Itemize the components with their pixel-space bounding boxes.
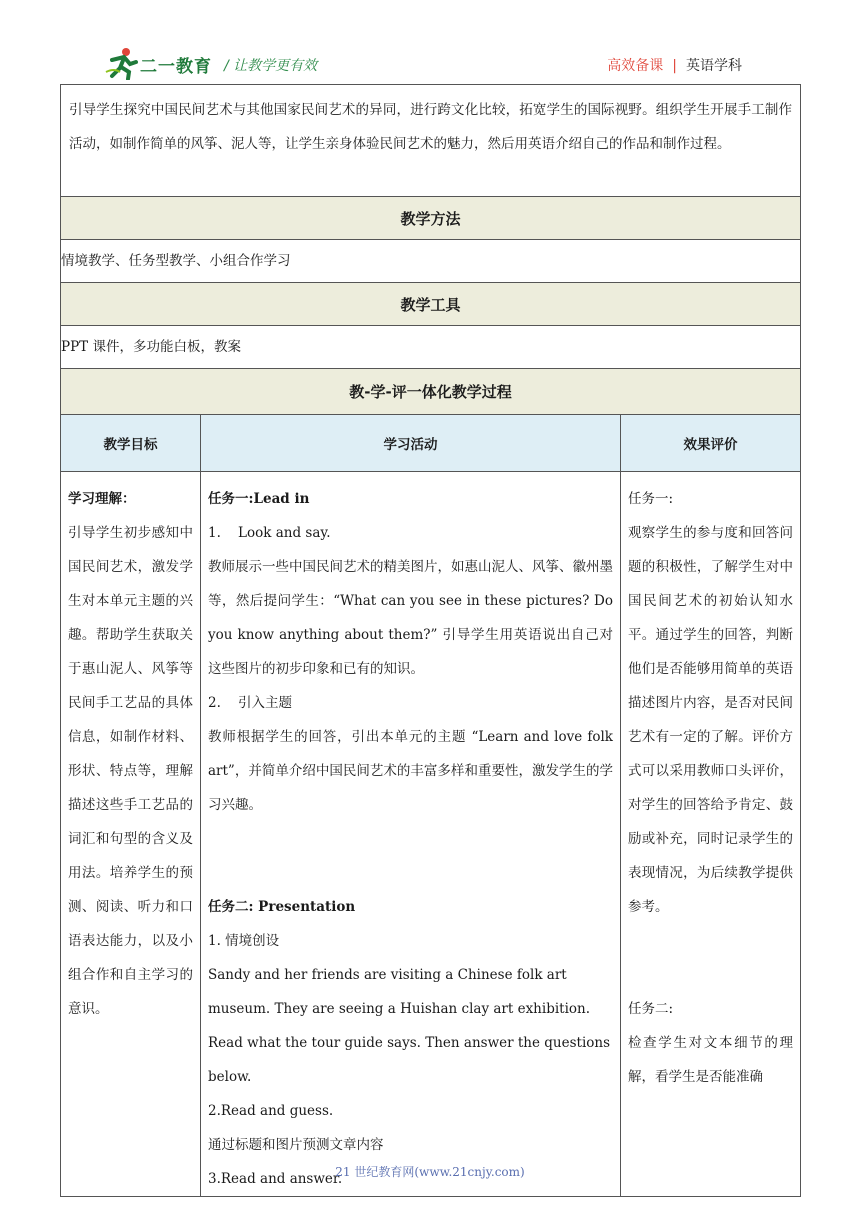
task2-description-2: 通过标题和图片预测文章内容 xyxy=(208,1137,384,1153)
goal-cell xyxy=(61,472,201,1197)
runner-icon xyxy=(104,46,140,80)
task2-step3: 3.Read and answer. xyxy=(208,1171,343,1187)
spacer xyxy=(628,924,793,992)
column-header-goal: 教学目标 xyxy=(61,415,201,472)
column-header-evaluation: 效果评价 xyxy=(621,415,801,472)
tools-content: PPT 课件，多功能白板，教案 xyxy=(61,326,801,369)
subject-tag xyxy=(607,55,742,75)
goal-body: 引导学生初步感知中国民间艺术，激发学生对本单元主题的兴趣。帮助学生获取关于惠山泥人、风筝等民间手工艺品的具体信息，如制作材料、形状、特点等，理解描述这些手工艺品的词汇和句型的含义及用法。培养学生的预测、阅读、听力和口语表达能力，以及小组合作和自主学习的意识。 xyxy=(68,525,193,1017)
intro-paragraph: 引导学生探究中国民间艺术与其他国家民间艺术的异同，进行跨文化比较，拓宽学生的国际视野。组织学生开展手工制作活动，如制作简单的风筝、泥人等，让学生亲身体验民间艺术的魅力，然后用英语介绍自己的作品和制作过程。 xyxy=(69,102,793,152)
logo-text: 二一教育 xyxy=(140,57,212,77)
evaluation-cell xyxy=(621,472,801,1197)
tag-separator: | xyxy=(672,58,677,74)
slogan: / 让教学更有效 xyxy=(224,58,318,74)
spacer xyxy=(208,822,613,890)
activity-cell xyxy=(201,472,621,1197)
method-content: 情境教学、任务型教学、小组合作学习 xyxy=(61,240,801,283)
eval-task1-text: 观察学生的参与度和回答问题的积极性，了解学生对中国民间艺术的初始认知水平。通过学生的回答，判断他们是否能够用简单的英语描述图片内容，是否对民间艺术有一定的了解。评价方式可以采用教师口头评价，对学生的回答给予肯定、鼓励或补充，同时记录学生的表现情况，为后续教学提供参考。 xyxy=(628,525,794,915)
task1-description: 教师展示一些中国民间艺术的精美图片，如惠山泥人、风筝、徽州墨等，然后提问学生：“What can you see in these pictures? Do you know anything about them?” 引导学生用英语说出自己对这些图片的初步印象和已有的知识。 xyxy=(208,559,613,677)
tag-subject: 英语学科 xyxy=(686,58,742,74)
process-title: 教-学-评一体化教学过程 xyxy=(61,369,801,415)
eval-task2-text: 检查学生对文本细节的理解，看学生是否能准确 xyxy=(628,1035,794,1085)
task2-step1: 1. 情境创设 xyxy=(208,933,280,949)
lesson-plan-table xyxy=(60,84,801,1197)
task1-description-2: 教师根据学生的回答，引出本单元的主题 “Learn and love folk art”，并简单介绍中国民间艺术的丰富多样和重要性，激发学生的学习兴趣。 xyxy=(208,729,613,813)
task1-title: 任务一:Lead in xyxy=(208,491,310,507)
task2-step2: 2.Read and guess. xyxy=(208,1103,334,1119)
task1-step2: 2. 引入主题 xyxy=(208,695,293,711)
page-header xyxy=(0,0,860,84)
tag-efficient-prep: 高效备课 xyxy=(607,58,664,74)
eval-task2-label: 任务二: xyxy=(628,1001,674,1017)
eval-task1-label: 任务一: xyxy=(628,491,674,507)
tools-title: 教学工具 xyxy=(61,283,801,326)
brand-logo xyxy=(104,46,224,80)
method-title: 教学方法 xyxy=(61,197,801,240)
task1-step1: 1. Look and say. xyxy=(208,525,331,541)
page-footer: 21 世纪教育网(www.21cnjy.com) xyxy=(335,1165,525,1179)
intro-cell xyxy=(61,85,801,197)
goal-heading: 学习理解： xyxy=(68,491,136,507)
column-header-activity: 学习活动 xyxy=(201,415,621,472)
task2-description: Sandy and her friends are visiting a Chinese folk art museum. They are seeing a Huishan clay art exhibition. Read what the tour guide says. Then answer the questions below. xyxy=(208,967,611,1085)
task2-title: 任务二: Presentation xyxy=(208,899,356,915)
